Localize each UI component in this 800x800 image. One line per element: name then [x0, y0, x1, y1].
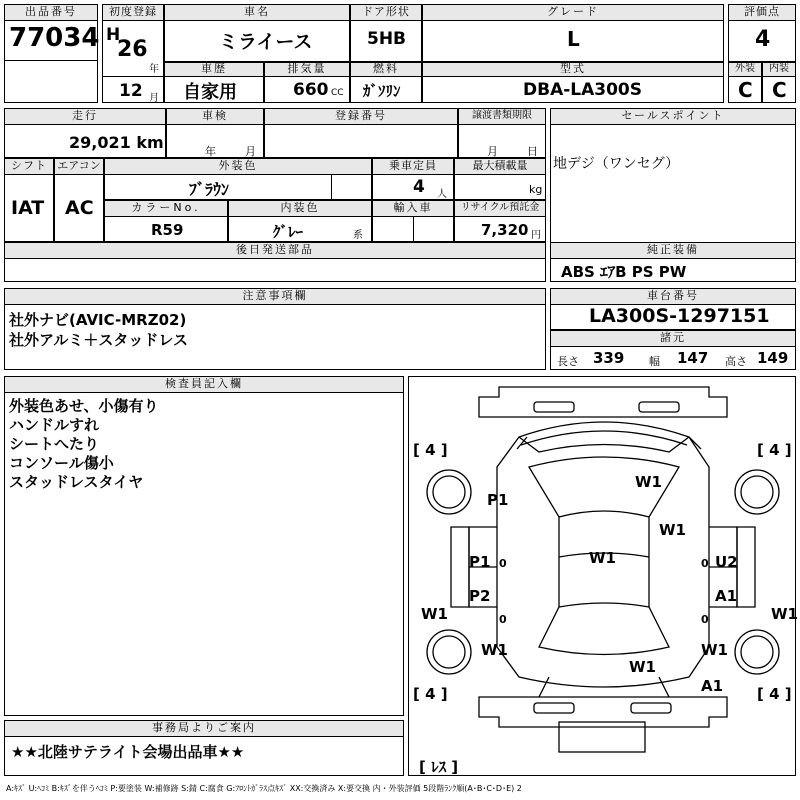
chassis-label: 車台番号: [551, 289, 795, 305]
recycle: 7,320: [481, 221, 529, 239]
displacement: 660: [293, 80, 329, 100]
equipment-label: 純正装備: [551, 243, 795, 259]
fuel: ｶﾞｿﾘﾝ: [363, 82, 401, 100]
transfer-label: 譲渡書類期限: [459, 109, 545, 125]
reg-no-box: [264, 108, 458, 158]
aircon: AC: [65, 197, 94, 219]
mark-0-d: 0: [701, 613, 709, 626]
mileage: 29,021 km: [69, 133, 164, 152]
mark-0-b: 0: [701, 557, 709, 570]
inspector-label: 検査員記入欄: [5, 377, 403, 393]
aircon-box: [54, 158, 104, 242]
displacement-box: [264, 62, 350, 103]
displacement-label: 排気量: [265, 63, 349, 77]
inspector-box: [4, 376, 404, 716]
specs-box: [550, 330, 796, 370]
recycle-box: [454, 200, 546, 242]
transfer-day: 日: [527, 145, 538, 158]
capacity-unit: 人: [437, 189, 447, 200]
shift: IAT: [11, 197, 45, 219]
int-grade-box: [762, 62, 796, 103]
height: 149: [757, 349, 789, 367]
color-no-box: [104, 200, 228, 242]
aircon-label: エアコン: [55, 159, 103, 175]
mark-w1-left: W1: [421, 605, 448, 623]
mark-w1-rear-r: W1: [701, 641, 728, 659]
car-name: ミライース: [219, 31, 313, 53]
cc-unit: CC: [331, 88, 344, 98]
inspector-line-3: シートへたり: [9, 435, 100, 453]
recycle-unit: 円: [531, 230, 541, 241]
history-label: 車歴: [165, 63, 263, 77]
mileage-box: [4, 108, 166, 158]
note-line-2: 社外アルミ＋スタッドレス: [9, 331, 188, 349]
mark-0-c: 0: [499, 613, 507, 626]
length: 339: [593, 349, 625, 367]
equipment: ABS ｴｱB PS PW: [561, 263, 687, 281]
chassis-number: LA300S-1297151: [589, 305, 770, 327]
grade: L: [567, 27, 580, 51]
inspector-line-1: 外装色あせ、小傷有り: [9, 397, 159, 415]
sales-points-text: 地デジ（ワンセグ）: [553, 156, 680, 172]
inspection-label: 車検: [167, 109, 263, 125]
year-unit: 年: [149, 64, 159, 75]
mark-w1-right-side: W1: [771, 605, 798, 623]
shift-label: シフト: [5, 159, 53, 175]
reg-month: 12: [119, 81, 143, 101]
int-color: ｸﾞﾚｰ: [273, 223, 304, 241]
score: 4: [755, 27, 771, 52]
mark-p1-hood: P1: [487, 491, 509, 509]
inspector-line-4: コンソール傷小: [9, 454, 114, 472]
color-no: R59: [151, 221, 184, 239]
height-label: 高さ: [725, 355, 747, 368]
chassis-box: [550, 288, 796, 330]
model-label: 型式: [423, 63, 723, 77]
score-label: 評価点: [729, 5, 795, 21]
ext-grade-label: 外装: [729, 63, 761, 77]
ext-color-box: [104, 158, 372, 200]
score-box: [728, 4, 796, 62]
mileage-label: 走行: [5, 109, 165, 125]
int-color-box: [228, 200, 372, 242]
reg-year: 26: [117, 37, 148, 62]
model: DBA-LA300S: [523, 80, 642, 100]
notes-box: [4, 288, 546, 370]
car-name-label: 車名: [165, 5, 349, 21]
import-label: 輸入車: [373, 201, 453, 217]
mark-0-a: 0: [499, 557, 507, 570]
later-parts-box: [4, 242, 546, 282]
car-name-box: [164, 4, 350, 62]
tire-fl: [ 4 ]: [413, 441, 448, 459]
capacity-label: 乗車定員: [373, 159, 453, 175]
history: 自家用: [183, 82, 237, 103]
tire-fr: [ 4 ]: [757, 441, 792, 459]
legend: A:ｷｽﾞ U:ﾍｺﾐ B:ｷｽﾞを伴うﾍｺﾐ P:要塗装 W:補修跡 S:錆 C:腐食 G:ﾌﾛﾝﾄｶﾞﾗｽ点ｷｽﾞ XX:交換済み X:要交換 内・外装評価 5段階ﾗﾝｸ順(A･B･C･D･E) 2: [6, 784, 522, 793]
mark-w1-rear: W1: [629, 658, 656, 676]
fuel-box: [350, 62, 422, 103]
spare-tire: [ ﾚｽ ]: [419, 758, 459, 776]
lot-label: 出品番号: [5, 5, 97, 21]
mark-a1-door: A1: [715, 587, 738, 605]
ext-color-label: 外装色: [105, 159, 371, 175]
capacity-box: [372, 158, 454, 200]
int-color-unit: 系: [353, 230, 363, 241]
equipment-box: [550, 242, 796, 282]
width-label: 幅: [649, 355, 660, 368]
max-load-unit: kg: [529, 183, 543, 196]
int-grade: C: [772, 78, 787, 102]
fuel-label: 燃料: [351, 63, 421, 77]
mark-p1-door: P1: [469, 553, 491, 571]
int-color-label: 内装色: [229, 201, 371, 217]
insp-month-unit: 月: [245, 145, 256, 158]
later-parts-label: 後日発送部品: [5, 243, 545, 259]
mark-w1-rear-l: W1: [481, 641, 508, 659]
grade-label: グレード: [423, 5, 723, 21]
car-diagram-svg: [409, 377, 798, 776]
width: 147: [677, 349, 709, 367]
tire-rl: [ 4 ]: [413, 685, 448, 703]
ext-color: ﾌﾞﾗｳﾝ: [189, 180, 230, 199]
lot-number: 77034: [9, 23, 100, 53]
import-box: [372, 200, 454, 242]
shift-box: [4, 158, 54, 242]
ext-grade: C: [738, 78, 753, 102]
transfer-month: 月: [487, 145, 498, 158]
reg-no-label: 登録番号: [265, 109, 457, 125]
insp-year-unit: 年: [205, 145, 216, 158]
mark-p2: P2: [469, 587, 491, 605]
int-grade-label: 内装: [763, 63, 795, 77]
specs-label: 諸元: [551, 331, 795, 347]
inspection-box: [166, 108, 264, 158]
notes-label: 注意事項欄: [5, 289, 545, 305]
model-box: [422, 62, 724, 103]
history-box: [164, 62, 264, 103]
mark-w1-right: W1: [659, 521, 686, 539]
mark-w1-front: W1: [635, 473, 662, 491]
recycle-label: リサイクル預託金: [455, 201, 545, 217]
first-reg-box: [102, 4, 164, 103]
door-box: [350, 4, 422, 62]
mark-u2: U2: [715, 553, 738, 571]
length-label: 長さ: [557, 355, 579, 368]
sales-points-label: セールスポイント: [551, 109, 795, 125]
max-load-box: [454, 158, 546, 200]
sales-points-box: [550, 108, 796, 254]
mark-a1-bumper: A1: [701, 677, 724, 695]
mark-w1-roof: W1: [589, 549, 616, 567]
color-no-label: カラーNo.: [105, 201, 227, 217]
office-box: [4, 720, 404, 776]
door-label: ドア形状: [351, 5, 421, 21]
max-load-label: 最大積載量: [455, 159, 545, 175]
capacity: 4: [413, 177, 425, 197]
ext-grade-box: [728, 62, 762, 103]
car-diagram: [408, 376, 796, 776]
note-line-1: 社外ナビ(AVIC-MRZ02): [9, 311, 187, 329]
tire-rr: [ 4 ]: [757, 685, 792, 703]
transfer-box: [458, 108, 546, 158]
office-label: 事務局よりご案内: [5, 721, 403, 737]
grade-box: [422, 4, 724, 62]
door-type: 5HB: [367, 29, 407, 49]
first-reg-label: 初度登録: [103, 5, 163, 21]
office-text: ★★北陸サテライト会場出品車★★: [11, 743, 245, 761]
inspector-line-2: ハンドルすれ: [9, 416, 100, 434]
month-unit: 月: [149, 93, 159, 104]
inspector-line-5: スタッドレスタイヤ: [9, 473, 144, 491]
era: H: [106, 25, 121, 45]
lot-box: [4, 4, 98, 103]
